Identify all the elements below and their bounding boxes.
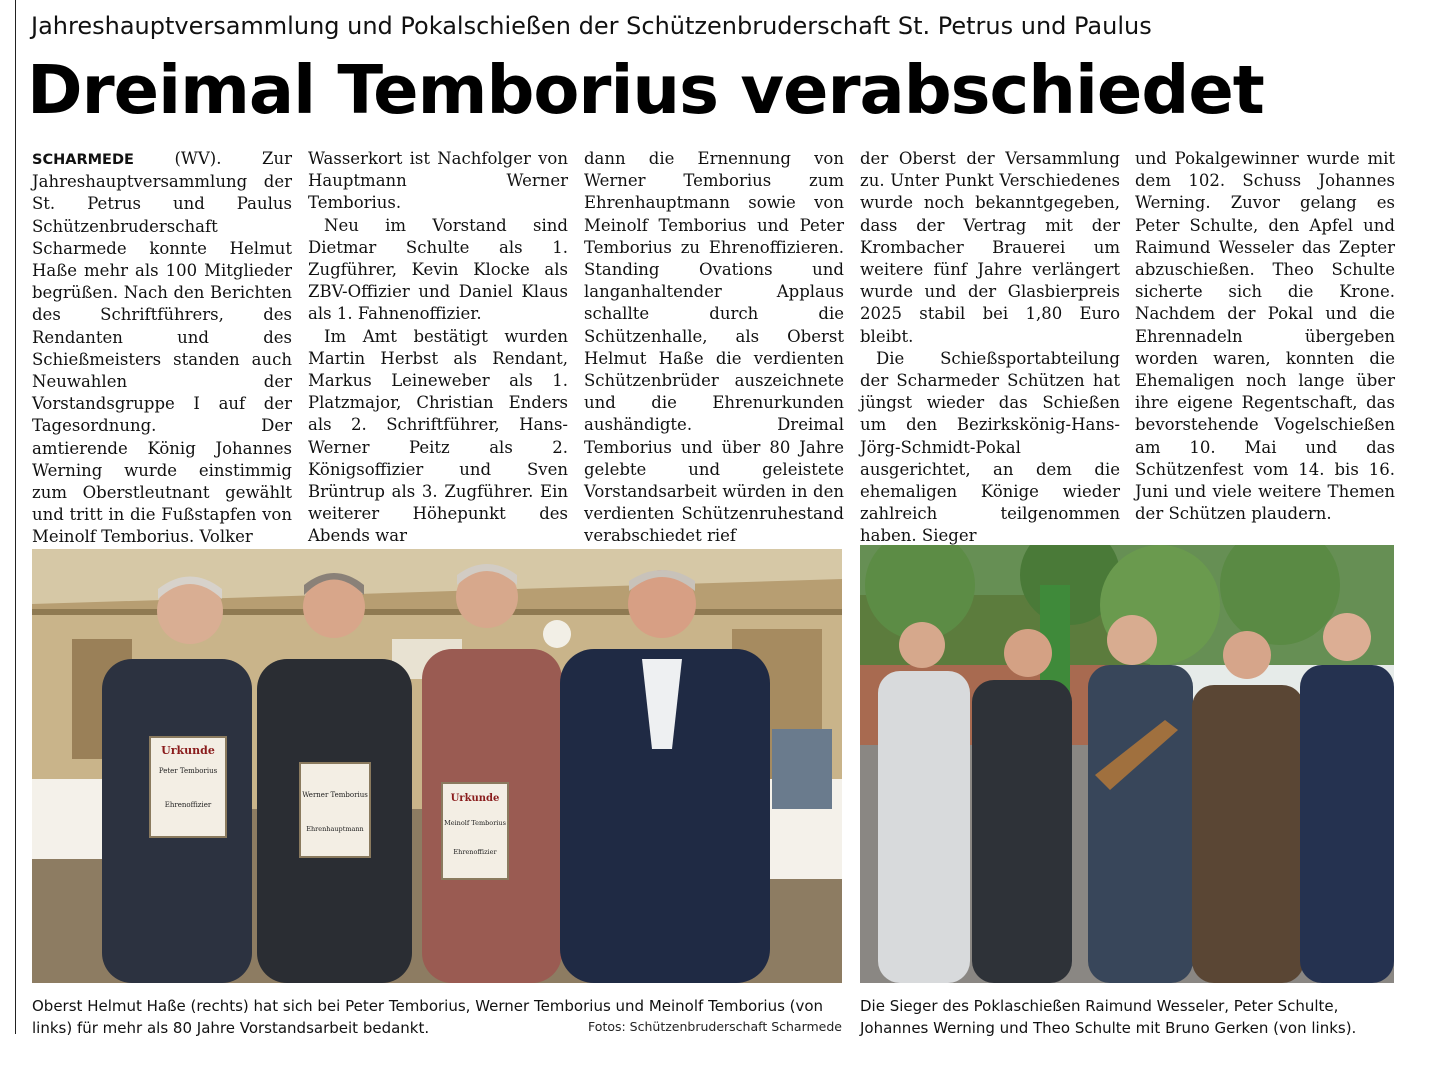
photo-caption-left: Oberst Helmut Haße (rechts) hat sich bei Peter Temborius, Werner Temborius und Meinolf Temborius (von links) für mehr als 80 Jahre Vorstandsarbeit bedankt. [32, 997, 824, 1037]
paragraph: dann die Ernennung von Werner Temborius zum Ehrenhauptmann sowie von Meinolf Temborius und Peter Temborius zu Ehrenoffizieren. Standing Ovations und langanhaltender Applaus schallte durch die Schützenhalle, als Oberst Helmut Haße die verdienten Schützenbrüder auszeichnete und die Ehrenurkunden aushändigte. Dreimal Temborius und über 80 Jahre gelebte und geleistete Vorstandsarbeit würden in den verdienten Schützenruhestand verabschiedet rief [584, 149, 844, 546]
paragraph [32, 148, 292, 549]
certificate-3 [442, 783, 508, 879]
article-column-2 [308, 148, 568, 548]
article-headline: Dreimal Temborius verabschiedet [27, 51, 1264, 129]
photo-caption-right: Die Sieger des Poklaschießen Raimund Wesseler, Peter Schulte, Johannes Werning und Theo Schulte mit Bruno Gerken (von links). [860, 997, 1357, 1037]
column-rule [15, 0, 16, 1034]
article-column-1 [32, 148, 292, 549]
paragraph: der Oberst der Versammlung zu. Unter Punkt Verschiedenes wurde noch bekanntgegeben, dass der Vertrag mit der Krombacher Brauerei um weitere fünf Jahre verlängert wurde und der Glasbierpreis 2025 stabil bei 1,80 Euro bleibt. [860, 149, 1120, 346]
article-column-5 [1135, 148, 1395, 525]
paragraph: Wasserkort ist Nachfolger von Hauptmann Werner Temborius. [308, 149, 568, 213]
article-kicker: Jahreshauptversammlung und Pokalschießen der Schützenbruderschaft St. Petrus und Paulus [31, 12, 1152, 40]
article-column-4 [860, 148, 1120, 548]
paragraph-text: Zur Jahreshauptversammlung der St. Petrus und Paulus Schützenbruderschaft Scharmede konnte Helmut Haße mehr als 100 Mitglieder begrüßen. Nach den Berichten des Schriftführers, des Rendanten und des Schießmeisters standen auch Neuwahlen der Vorstandsgruppe I auf der Tagesordnung. Der amtierende König Johannes Werning wurde einstimmig zum Oberstleutnant gewählt und tritt in die Fußstapfen von Meinolf Temborius. Volker [32, 149, 292, 547]
certificate-2 [300, 763, 370, 857]
person-3 [1088, 615, 1193, 983]
photo-credit: Fotos: Schützenbruderschaft Scharmede [588, 1019, 842, 1034]
agency: (WV). [133, 149, 263, 168]
article-column-3 [584, 148, 844, 548]
certificate-name: Werner Temborius [302, 791, 368, 799]
paragraph: Die Schießsportabteilung der Scharmeder Schützen hat jüngst wieder das Schießen um den Bezirkskönig-Hans-Jörg-Schmidt-Pokal ausgerichtet, an dem die ehemaligen Könige wieder zahlreich teilgenommen haben. Sieger [860, 348, 1120, 546]
dateline: SCHARMEDE [32, 152, 134, 168]
person-1 [878, 622, 970, 983]
certificate-role: Ehrenoffizier [453, 848, 497, 856]
certificate-1 [150, 737, 226, 837]
certificate-role: Ehrenoffizier [164, 801, 212, 809]
person-5 [1300, 613, 1394, 983]
certificate-name: Peter Temborius [158, 767, 218, 775]
photo-winners-outdoor [860, 545, 1394, 983]
paragraph: Neu im Vorstand sind Dietmar Schulte als 1. Zugführer, Kevin Klocke als ZBV-Offizier und Daniel Klaus als 1. Fahnenoffizier. [308, 215, 568, 324]
certificate-title: Urkunde [450, 793, 500, 804]
paragraph: und Pokalgewinner wurde mit dem 102. Schuss Johannes Werning. Zuvor gelang es Peter Schulte, den Apfel und Raimund Wesseler das Zepter abzuschießen. Theo Schulte sicherte sich die Krone. Nachdem der Pokal und die Ehrennadeln übergeben worden waren, konnten die Ehemaligen noch lange über ihre eigene Regentschaft, das bevorstehende Vogelschießen am 10. Mai und das Schützenfest vom 14. bis 16. Juni und viele weitere Themen der Schützen plaudern. [1135, 149, 1395, 524]
person-2 [972, 629, 1072, 983]
paragraph: Im Amt bestätigt wurden Martin Herbst als Rendant, Markus Leineweber als 1. Platzmajor, Christian Enders als 2. Schriftführer, Hans-Werner Peitz als 2. Königsoffizier und Sven Brüntrup als 3. Zugführer. Ein weiterer Höhepunkt des Abends war [308, 326, 568, 546]
photo-honorees-illustration [32, 549, 842, 983]
photo-winners-illustration [860, 545, 1394, 983]
photo-honorees-hall [32, 549, 842, 983]
certificate-name: Meinolf Temborius [444, 819, 506, 827]
certificate-title: Urkunde [161, 744, 215, 757]
certificate-role: Ehrenhauptmann [306, 825, 364, 833]
